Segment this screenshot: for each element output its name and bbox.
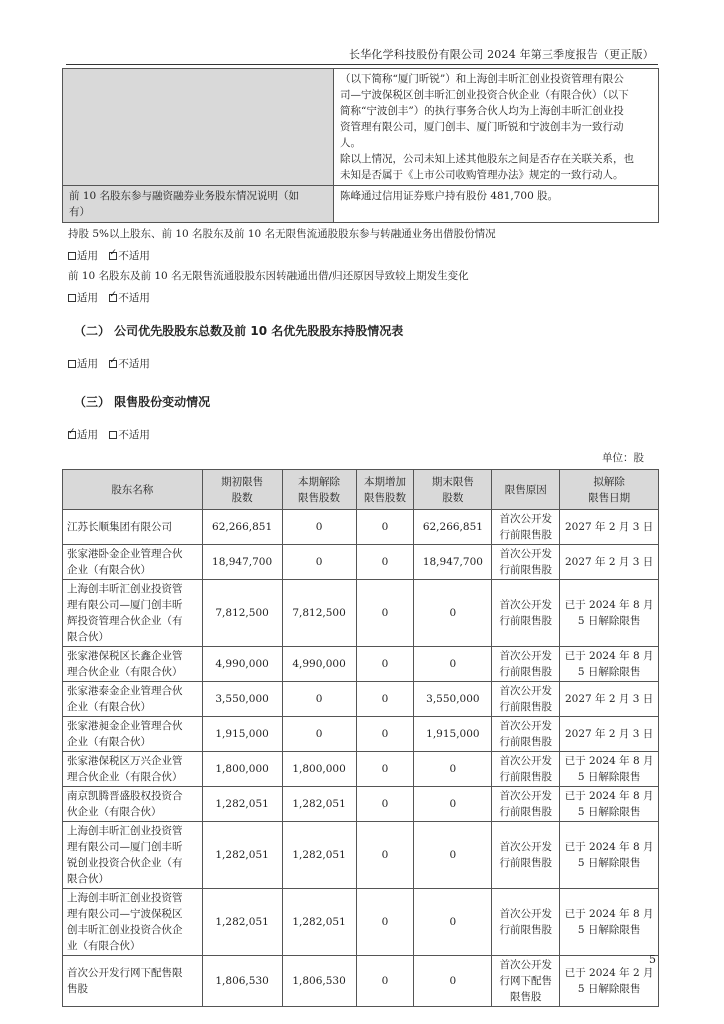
cell-begin-restricted: 1,282,051 — [202, 889, 282, 956]
relation-line: 除以上情况，公司未知上述其他股东之间是否存在关联关系，也 — [340, 153, 634, 165]
cell-reason: 首次公开发 行前限售股 — [492, 545, 560, 580]
cell-reason: 首次公开发 行前限售股 — [492, 787, 560, 822]
checkbox-label: 不适用 — [118, 250, 150, 262]
cell-added: 0 — [356, 752, 414, 787]
header-added: 本期增加 限售股数 — [356, 470, 414, 510]
table-row — [63, 682, 659, 717]
cell-end-restricted: 3,550,000 — [414, 682, 492, 717]
checkbox-row-1 — [68, 248, 158, 263]
cell-released: 0 — [282, 545, 356, 580]
margin-label-line: 有） — [69, 206, 90, 218]
cell-begin-restricted: 3,550,000 — [202, 682, 282, 717]
cell-shareholder-name: 张家港昶金企业管理合伙 企业（有限合伙） — [63, 717, 203, 752]
relation-label-cell — [63, 69, 334, 186]
margin-value-line: 陈峰通过信用证券账户持有股份 481,700 股。 — [340, 190, 559, 202]
cell-release-date: 已于 2024 年 8 月 5 日解除限售 — [560, 889, 659, 956]
cell-begin-restricted: 62,266,851 — [202, 510, 282, 545]
checkbox-label: 不适用 — [118, 358, 150, 370]
checkbox-label: 不适用 — [118, 292, 150, 304]
checkbox-label: 不适用 — [118, 429, 150, 441]
cell-shareholder-name: 上海创丰昕汇创业投资管 理有限公司—厦门创丰昕 辉投资管理合伙企业（有 限合伙） — [63, 580, 203, 647]
checkbox-row-3 — [68, 356, 158, 371]
cell-release-date: 2027 年 2 月 3 日 — [560, 682, 659, 717]
cell-added: 0 — [356, 822, 414, 889]
cell-end-restricted: 0 — [414, 580, 492, 647]
margin-label-line: 前 10 名股东参与融资融券业务股东情况说明（如 — [69, 190, 300, 202]
checkbox-applicable — [68, 294, 76, 302]
cell-begin-restricted: 4,990,000 — [202, 647, 282, 682]
table-row — [63, 889, 659, 956]
checkbox-not-applicable — [109, 252, 117, 260]
checkbox-applicable — [68, 252, 76, 260]
margin-trading-value — [334, 186, 659, 223]
cell-end-restricted: 0 — [414, 647, 492, 682]
cell-release-date: 已于 2024 年 8 月 5 日解除限售 — [560, 787, 659, 822]
cell-reason: 首次公开发 行前限售股 — [492, 682, 560, 717]
cell-end-restricted: 0 — [414, 889, 492, 956]
relation-line: 资管理有限公司，厦门创丰、厦门昕锐和宁波创丰为一致行动 — [340, 121, 624, 133]
cell-reason: 首次公开发 行前限售股 — [492, 717, 560, 752]
header-rule — [66, 64, 658, 65]
cell-end-restricted: 18,947,700 — [414, 545, 492, 580]
cell-added: 0 — [356, 717, 414, 752]
margin-trading-row — [63, 186, 659, 223]
header-shareholder-name: 股东名称 — [63, 470, 203, 510]
relation-value-cell — [334, 69, 659, 186]
cell-released: 1,282,051 — [282, 787, 356, 822]
page-number: 5 — [649, 953, 656, 966]
cell-begin-restricted: 1,915,000 — [202, 717, 282, 752]
checkbox-label: 适用 — [77, 292, 98, 304]
section-title-restricted-shares: （三） 限售股份变动情况 — [74, 395, 211, 409]
cell-reason: 首次公开发 行前限售股 — [492, 510, 560, 545]
cell-release-date: 已于 2024 年 8 月 5 日解除限售 — [560, 822, 659, 889]
cell-released: 4,990,000 — [282, 647, 356, 682]
checkbox-not-applicable — [109, 431, 117, 439]
relation-line: 人。 — [340, 137, 361, 149]
margin-trading-label — [63, 186, 334, 223]
cell-added: 0 — [356, 510, 414, 545]
cell-reason: 首次公开发 行前限售股 — [492, 822, 560, 889]
refinancing-lending-paragraph: 持股 5%以上股东、前 10 名股东及前 10 名无限售流通股股东参与转融通业务出借股份情况 — [68, 228, 496, 240]
table-row — [63, 647, 659, 682]
table-row — [63, 787, 659, 822]
cell-shareholder-name: 上海创丰昕汇创业投资管 理有限公司—宁波保税区 创丰昕汇创业投资合伙企 业（有限合伙） — [63, 889, 203, 956]
cell-begin-restricted: 18,947,700 — [202, 545, 282, 580]
cell-end-restricted: 0 — [414, 956, 492, 1007]
cell-begin-restricted: 1,806,530 — [202, 956, 282, 1007]
cell-reason: 首次公开发 行前限售股 — [492, 889, 560, 956]
cell-end-restricted: 0 — [414, 787, 492, 822]
cell-released: 0 — [282, 682, 356, 717]
restricted-shares-table — [62, 469, 659, 1007]
cell-reason: 首次公开发 行网下配售 限售股 — [492, 956, 560, 1007]
cell-released: 7,812,500 — [282, 580, 356, 647]
table-row — [63, 752, 659, 787]
cell-reason: 首次公开发 行前限售股 — [492, 647, 560, 682]
checkbox-label: 适用 — [77, 250, 98, 262]
cell-begin-restricted: 1,800,000 — [202, 752, 282, 787]
cell-begin-restricted: 1,282,051 — [202, 787, 282, 822]
cell-added: 0 — [356, 580, 414, 647]
cell-added: 0 — [356, 889, 414, 956]
cell-added: 0 — [356, 956, 414, 1007]
cell-released: 1,806,530 — [282, 956, 356, 1007]
cell-release-date: 已于 2024 年 8 月 5 日解除限售 — [560, 647, 659, 682]
checkbox-applicable — [68, 431, 76, 439]
cell-end-restricted: 0 — [414, 752, 492, 787]
cell-release-date: 2027 年 2 月 3 日 — [560, 717, 659, 752]
cell-added: 0 — [356, 682, 414, 717]
cell-release-date: 2027 年 2 月 3 日 — [560, 545, 659, 580]
cell-released: 0 — [282, 717, 356, 752]
cell-added: 0 — [356, 545, 414, 580]
checkbox-label: 适用 — [77, 429, 98, 441]
cell-reason: 首次公开发 行前限售股 — [492, 580, 560, 647]
cell-shareholder-name: 张家港保税区长鑫企业管 理合伙企业（有限合伙） — [63, 647, 203, 682]
header-begin-restricted: 期初限售 股数 — [202, 470, 282, 510]
refinancing-change-paragraph: 前 10 名股东及前 10 名无限售流通股股东因转融通出借/归还原因导致较上期发生变化 — [68, 270, 469, 282]
cell-shareholder-name: 首次公开发行网下配售限 售股 — [63, 956, 203, 1007]
checkbox-row-2 — [68, 290, 158, 305]
cell-end-restricted: 1,915,000 — [414, 717, 492, 752]
relation-line: 简称“宁波创丰”）的执行事务合伙人均为上海创丰昕汇创业投 — [340, 105, 624, 117]
cell-end-restricted: 62,266,851 — [414, 510, 492, 545]
header-release-date: 拟解除 限售日期 — [560, 470, 659, 510]
table-row — [63, 510, 659, 545]
cell-begin-restricted: 7,812,500 — [202, 580, 282, 647]
table-row — [63, 580, 659, 647]
checkbox-not-applicable — [109, 360, 117, 368]
relation-line: 未知是否属于《上市公司收购管理办法》规定的一致行动人。 — [340, 169, 624, 181]
cell-shareholder-name: 江苏长顺集团有限公司 — [63, 510, 203, 545]
checkbox-not-applicable — [109, 294, 117, 302]
cell-added: 0 — [356, 647, 414, 682]
cell-shareholder-name: 张家港泰金企业管理合伙 企业（有限合伙） — [63, 682, 203, 717]
table-header-row — [63, 470, 659, 510]
cell-shareholder-name: 张家港卧金企业管理合伙 企业（有限合伙） — [63, 545, 203, 580]
section-title-preferred-shares: （二） 公司优先股股东总数及前 10 名优先股股东持股情况表 — [74, 324, 404, 338]
table-row — [63, 717, 659, 752]
header-end-restricted: 期末限售 股数 — [414, 470, 492, 510]
cell-added: 0 — [356, 787, 414, 822]
cell-released: 1,282,051 — [282, 889, 356, 956]
table-row — [63, 545, 659, 580]
cell-shareholder-name: 南京凯腾晋盛股权投资合 伙企业（有限合伙） — [63, 787, 203, 822]
cell-end-restricted: 0 — [414, 822, 492, 889]
cell-begin-restricted: 1,282,051 — [202, 822, 282, 889]
relation-row — [63, 69, 659, 186]
shareholder-relation-table — [62, 68, 659, 223]
checkbox-applicable — [68, 360, 76, 368]
cell-release-date: 已于 2024 年 8 月 5 日解除限售 — [560, 580, 659, 647]
table-row — [63, 956, 659, 1007]
header-reason: 限售原因 — [492, 470, 560, 510]
relation-line: 司—宁波保税区创丰昕汇创业投资合伙企业（有限合伙）（以下 — [340, 89, 629, 101]
cell-reason: 首次公开发 行前限售股 — [492, 752, 560, 787]
checkbox-row-4 — [68, 427, 158, 442]
cell-released: 0 — [282, 510, 356, 545]
page-header-title: 长华化学科技股份有限公司 2024 年第三季度报告（更正版） — [349, 48, 654, 61]
table-row — [63, 822, 659, 889]
cell-release-date: 已于 2024 年 8 月 5 日解除限售 — [560, 752, 659, 787]
cell-shareholder-name: 上海创丰昕汇创业投资管 理有限公司—厦门创丰昕 锐创业投资合伙企业（有 限合伙） — [63, 822, 203, 889]
header-released: 本期解除 限售股数 — [282, 470, 356, 510]
cell-released: 1,800,000 — [282, 752, 356, 787]
cell-release-date: 已于 2024 年 2 月 5 日解除限售 — [560, 956, 659, 1007]
unit-label: 单位：股 — [602, 452, 644, 464]
cell-shareholder-name: 张家港保税区万兴企业管 理合伙企业（有限合伙） — [63, 752, 203, 787]
relation-line: （以下简称“厦门昕锐”）和上海创丰昕汇创业投资管理有限公 — [340, 73, 624, 85]
cell-released: 1,282,051 — [282, 822, 356, 889]
cell-release-date: 2027 年 2 月 3 日 — [560, 510, 659, 545]
checkbox-label: 适用 — [77, 358, 98, 370]
